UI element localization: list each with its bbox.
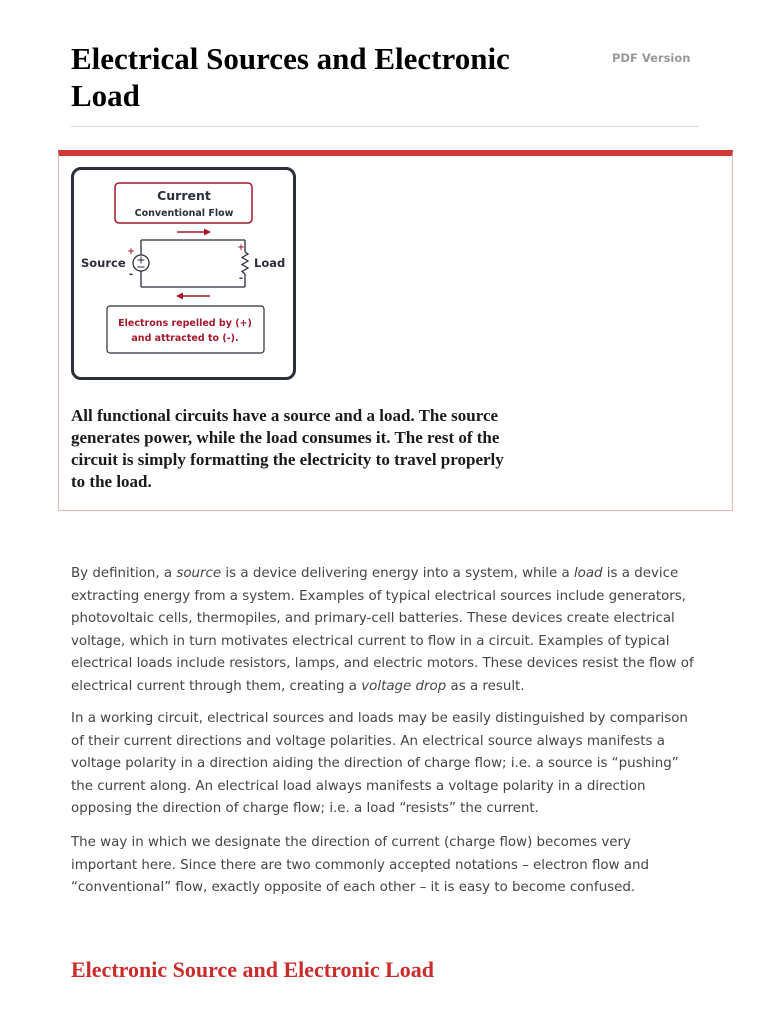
arrow-left-icon: [176, 293, 183, 300]
load-plus-sign: +: [237, 243, 245, 253]
paragraph-definition: [71, 563, 701, 698]
paragraph-working-circuit: In a working circuit, electrical sources and loads may be easily distinguished by comparison of their current directions and voltage polarities. An electrical source always manifests a voltage polarity in a direction aiding the direction of charge flow; i.e. a source is “pushing” the current along. An electrical load always manifests a voltage polarity in a direction opposing the direction of charge flow; i.e. a load “resists” the current.: [71, 711, 688, 816]
electrons-note-box: [107, 306, 264, 353]
title-divider: [71, 126, 699, 127]
pdf-version-link[interactable]: PDF Version: [612, 51, 691, 65]
load-label: Load: [254, 256, 286, 270]
source-minus-sign: -: [128, 269, 134, 280]
arrow-right-icon: [204, 229, 211, 236]
p1-text-e: is a device extracting energy from a system. Examples of typical electrical sources include generators, photovoltaic cells, thermopiles, and primary-cell batteries. These devices create electrical voltage, which in turn motivates electrical current to flow in a circuit. Examples of typical electrical loads include resistors, lamps, and electric motors. These devices resist the flow of electrical current through them, creating a: [71, 566, 694, 694]
resistor-icon: [242, 252, 248, 274]
p1-text-a: By definition, a: [71, 566, 177, 581]
electrons-note-line1: Electrons repelled by (+): [118, 318, 252, 329]
feature-caption: All functional circuits have a source and a load. The source generates power, while the load consumes it. The rest of the circuit is simply formatting the electricity to travel properly to the load.: [71, 406, 504, 491]
page-title: Electrical Sources and Electronic Load: [71, 41, 510, 113]
p1-text-g: as a result.: [446, 678, 525, 694]
p1-term-voltage-drop: voltage drop: [361, 678, 447, 694]
section-heading: Electronic Source and Electronic Load: [71, 957, 434, 982]
current-label: Current: [157, 188, 211, 203]
p1-term-source: source: [176, 566, 222, 581]
p1-text-c: is a device delivering energy into a system, while a: [221, 566, 574, 581]
p1-term-load: load: [573, 566, 603, 581]
source-label: Source: [81, 256, 126, 270]
conventional-flow-label: Conventional Flow: [134, 208, 234, 219]
paragraph-current-direction: The way in which we designate the direction of current (charge flow) becomes very important here. Since there are two commonly accepted notations – electron flow and “conventional” flow, exactly opposite of each other – it is easy to become confused.: [71, 835, 649, 895]
circuit-diagram-svg: [74, 170, 293, 377]
load-minus-sign: -: [238, 273, 244, 284]
source-plus-sign: +: [127, 247, 135, 257]
circuit-diagram: [71, 167, 296, 380]
electrons-note-line2: and attracted to (-).: [131, 333, 239, 344]
